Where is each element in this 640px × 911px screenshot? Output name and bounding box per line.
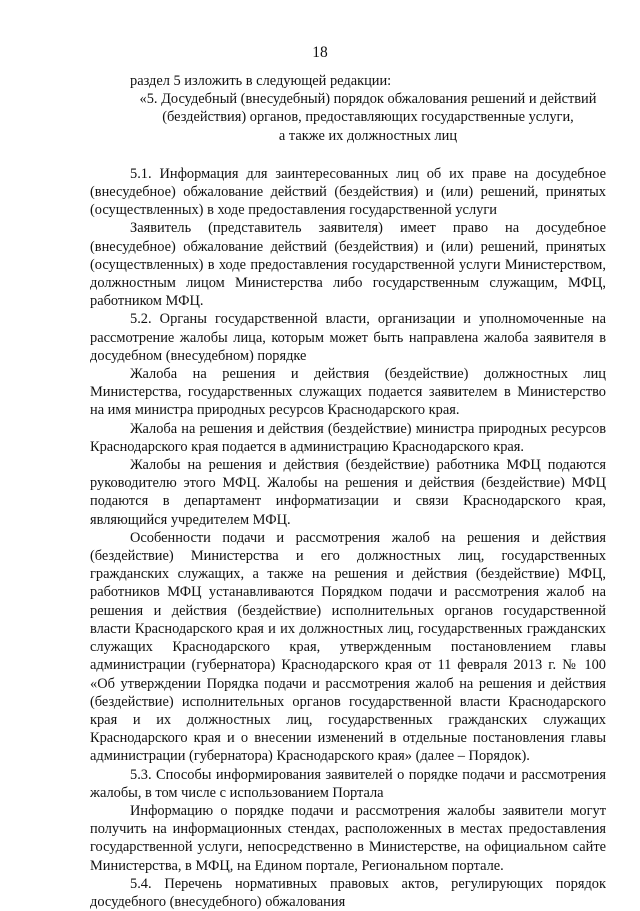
document-body <box>90 72 606 910</box>
section-title-line-3: а также их должностных лиц <box>278 127 458 144</box>
spacer <box>90 145 606 165</box>
intro-line: раздел 5 изложить в следующей редакции: <box>130 73 392 89</box>
paragraph-information: Информацию о порядке подачи и рассмотрения жалобы заявители могут получить на информационных стендах, расположенных в местах предоставления государственной услуги, непосредственно в Министерстве, на официальном сайте Министерства, в МФЦ, на Едином портале, Региональном портале. <box>90 802 606 874</box>
paragraph-5-2: 5.2. Органы государственной власти, организации и уполномоченные на рассмотрение жалобы лица, которым может быть направлена жалоба заявителя в досудебном (внесудебном) порядке <box>90 311 606 364</box>
section-title-line-2: (бездействия) органов, предоставляющих государственные услуги, <box>162 109 574 126</box>
paragraph-complaint-mfc: Жалобы на решения и действия (бездействие) работника МФЦ подаются руководителю этого МФЦ. Жалобы на решения и действия (бездействие) МФЦ подаются в департамент информатизации и связи Краснодарского края, являющийся учредителем МФЦ. <box>90 457 606 528</box>
paragraph-5-3: 5.3. Способы информирования заявителей о порядке подачи и рассмотрения жалобы, в том числе с использованием Портала <box>90 766 606 801</box>
paragraph-5-4: 5.4. Перечень нормативных правовых актов, регулирующих порядок досудебного (внесудебного) обжалования <box>90 875 606 910</box>
paragraph-features: Особенности подачи и рассмотрения жалоб на решения и действия (бездействие) Министерства и его должностных лиц, государственных гражданских служащих, а также на решения и действия (бездействие) МФЦ, работников МФЦ устанавливаются Порядком подачи и рассмотрения жалоб на решения и действия (бездействие) исполнительных органов государственной власти Краснодарского края и их должностных лиц, государственных гражданских служащих Краснодарского края, утвержденным постановлением главы администрации (губернатора) Краснодарского края от 11 февраля 2013 г. № 100 «Об утверждении Порядка подачи и рассмотрения жалоб на решения и действия (бездействие) исполнительных органов государственной власти Краснодарского края и их должностных лиц, государственных гражданских служащих Краснодарского края и о внесении изменений в отдельные постановления главы администрации (губернатора) Краснодарского края» (далее – Порядок). <box>90 529 606 765</box>
paragraph-complaint-ministry: Жалоба на решения и действия (бездействие) должностных лиц Министерства, государственных служащих подается заявителем в Министерство на имя министра природных ресурсов Краснодарского края. <box>90 366 606 419</box>
page-number: 18 <box>312 44 328 61</box>
paragraph-applicant-right: Заявитель (представитель заявителя) имеет право на досудебное (внесудебное) обжалование действий (бездействия) и (или) решений, принятых (осуществленных) в ходе предоставления государственной услуги Министерством, должностным лицом Министерства либо государственным служащим, МФЦ, работником МФЦ. <box>90 220 606 310</box>
paragraph-5-1: 5.1. Информация для заинтересованных лиц об их праве на досудебное (внесудебное) обжалование действий (бездействия) и (или) решений, принятых (осуществленных) в ходе предоставления государственной услуги <box>90 165 606 219</box>
section-title-line-1: «5. Досудебный (внесудебный) порядок обжалования решений и действий <box>139 91 597 108</box>
paragraph-complaint-minister: Жалоба на решения и действия (бездействие) министра природных ресурсов Краснодарского края подается в администрацию Краснодарского края. <box>90 420 606 455</box>
